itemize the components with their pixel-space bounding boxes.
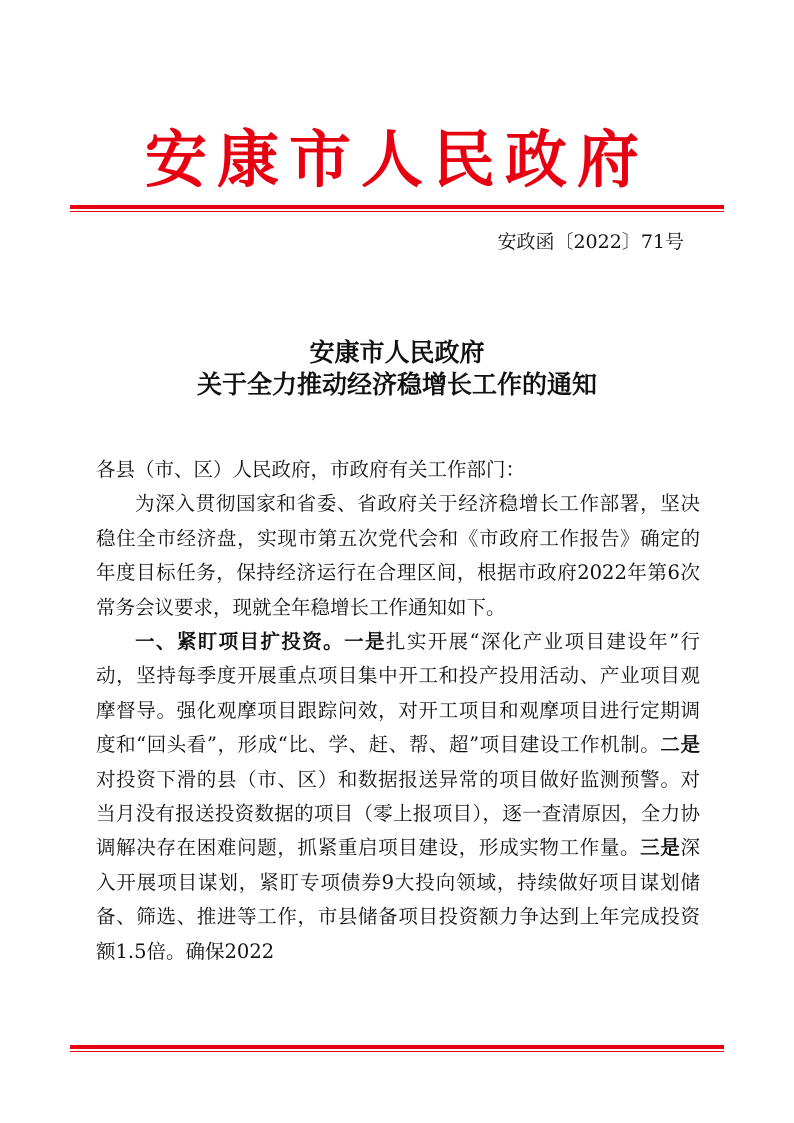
item-2-label: 二是: [660, 733, 700, 757]
document-body: [96, 453, 700, 969]
masthead-title: 安康市人民政府: [144, 123, 649, 196]
title-line-1: 安康市人民政府: [309, 338, 485, 367]
document-title: [70, 337, 724, 401]
intro-paragraph: 为深入贯彻国家和省委、省政府关于经济稳增长工作部署，坚决稳住全市经济盘，实现市第五次党代会和《市政府工作报告》确定的年度目标任务，保持经济运行在合理区间，根据市政府2022年第6次常务会议要求，现就全年稳增长工作通知如下。: [96, 492, 700, 619]
section-1-heading: 一、紧盯项目扩投资。: [135, 630, 345, 654]
section-1-paragraph: [96, 625, 700, 969]
footer-rule-thick: [70, 1045, 724, 1049]
item-3-text: 深入开展项目谋划，紧盯专项债券9大投向领域，持续做好项目谋划储备、筛选、推进等工作，市县储备项目投资额力争达到上年完成投资额1.5倍。确保2022: [96, 836, 700, 963]
masthead-rule-thin: [70, 211, 724, 212]
item-1-text: 扎实开展“深化产业项目建设年”行动，坚持每季度开展重点项目集中开工和投产投用活动、产业项目观摩督导。强化观摩项目跟踪问效，对开工项目和观摩项目进行定期调度和“回头看”，形成“比、学、赶、帮、超”项目建设工作机制。: [96, 630, 700, 757]
item-1-label: 一是: [344, 630, 386, 654]
document-number: 安政函〔2022〕71号: [497, 231, 684, 253]
item-3-label: 三是: [640, 836, 681, 860]
masthead-rule-thick: [70, 205, 724, 209]
item-2-text: 对投资下滑的县（市、区）和数据报送异常的项目做好监测预警。对当月没有报送投资数据的项目（零上报项目），逐一查清原因，全力协调解决存在困难问题，抓紧重启项目建设，形成实物工作量。: [96, 767, 700, 860]
salutation: 各县（市、区）人民政府，市政府有关工作部门：: [96, 458, 526, 481]
footer-rule-thin: [70, 1051, 724, 1052]
title-line-2: 关于全力推动经济稳增长工作的通知: [196, 370, 597, 399]
